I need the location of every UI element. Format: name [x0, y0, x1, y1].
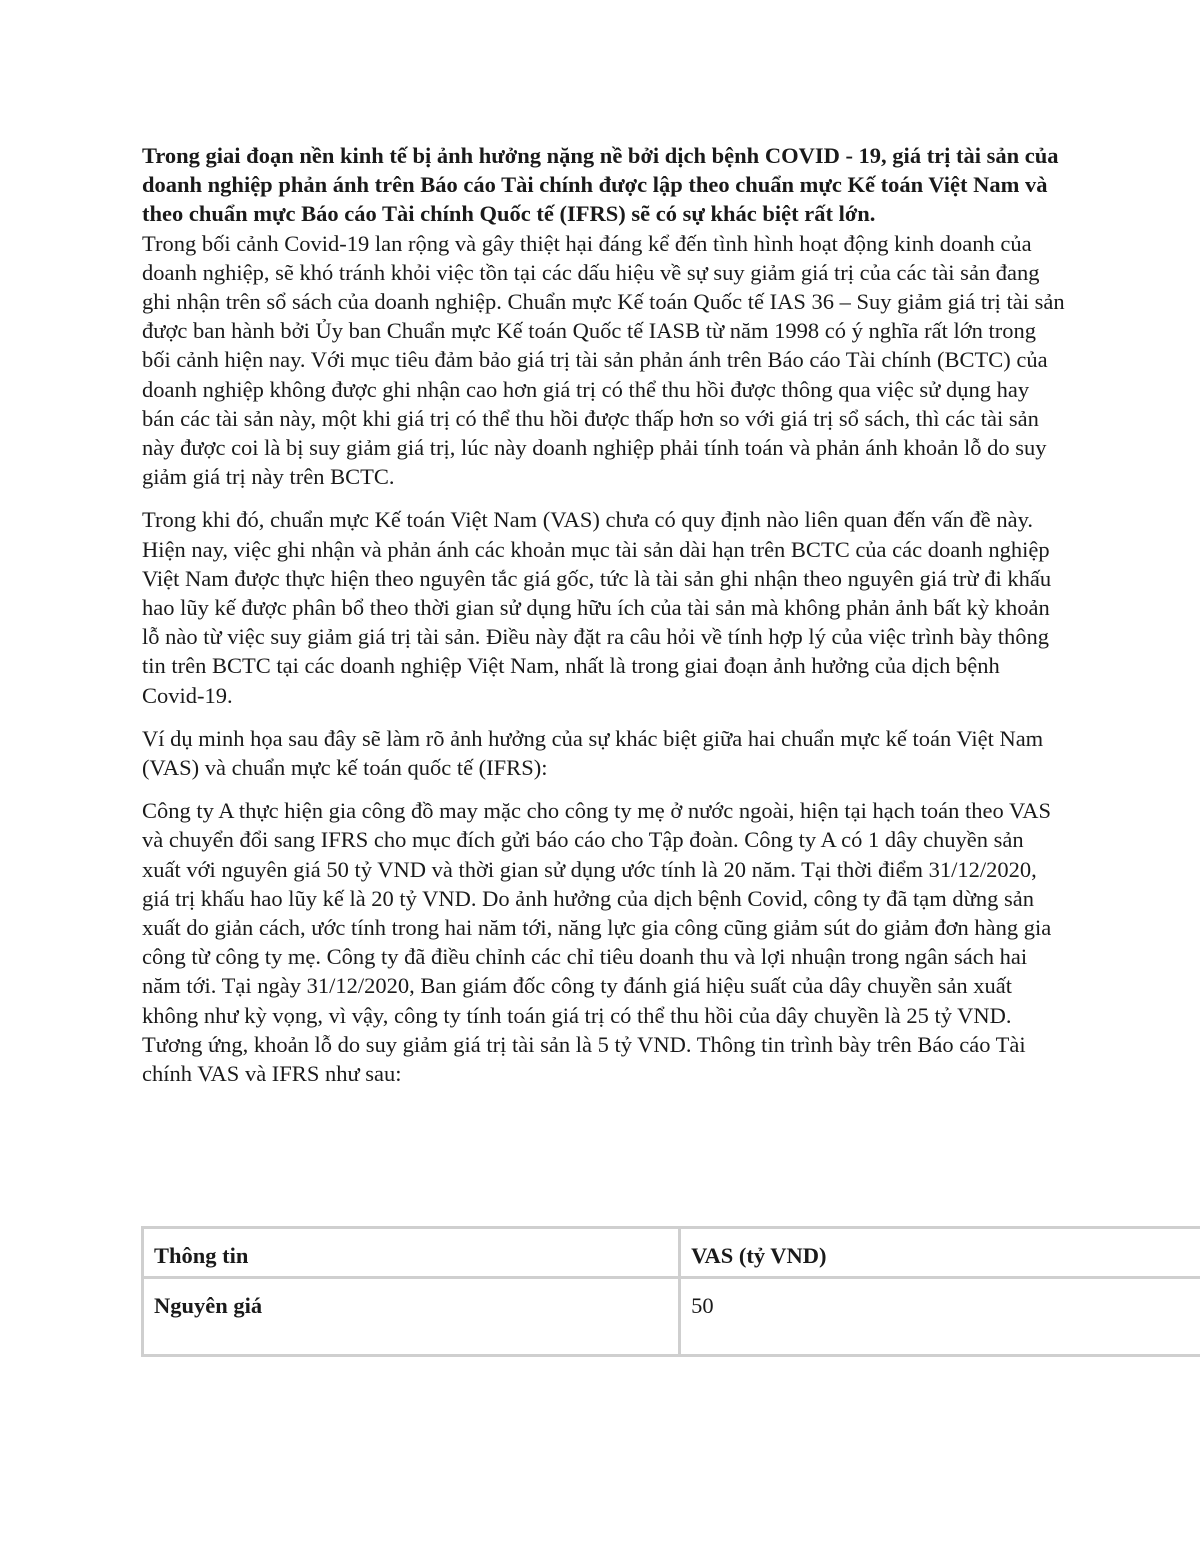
paragraph-example-intro: Ví dụ minh họa sau đây sẽ làm rõ ảnh hưởng của sự khác biệt giữa hai chuẩn mực kế toán Việt Nam (VAS) và chuẩn mực kế toán quốc tế (IFRS):: [142, 725, 1044, 781]
lead-heading: Trong giai đoạn nền kinh tế bị ảnh hưởng nặng nề bởi dịch bệnh COVID - 19, giá trị tài sản của doanh nghiệp phản ánh trên Báo cáo Tài chính được lập theo chuẩn mực Kế toán Việt Nam và theo chuẩn mực Báo cáo Tài chính Quốc tế (IFRS) sẽ có sự khác biệt rất lớn.: [142, 143, 1059, 227]
paragraph-vas: Trong khi đó, chuẩn mực Kế toán Việt Nam (VAS) chưa có quy định nào liên quan đến vấn đề này. Hiện nay, việc ghi nhận và phản ánh các khoản mục tài sản dài hạn trên BCTC của các doanh nghiệp Việt Nam được thực hiện theo nguyên tắc giá gốc, tức là tài sản ghi nhận theo nguyên giá trừ đi khấu hao lũy kế được phân bổ theo thời gian sử dụng hữu ích của tài sản mà không phản ảnh bất kỳ khoản lỗ nào từ việc suy giảm giá trị tài sản. Điều này đặt ra câu hỏi về tính hợp lý của việc trình bày thông tin trên BCTC tại các doanh nghiệp Việt Nam, nhất là trong giai đoạn ảnh hưởng của dịch bệnh Covid-19.: [142, 507, 1052, 708]
paragraph-company-a: Công ty A thực hiện gia công đồ may mặc cho công ty mẹ ở nước ngoài, hiện tại hạch toán theo VAS và chuyển đổi sang IFRS cho mục đích gửi báo cáo cho Tập đoàn. Công ty A có 1 dây chuyền sản xuất với nguyên giá 50 tỷ VND và thời gian sử dụng ước tính là 20 năm. Tại thời điểm 31/12/2020, giá trị khấu hao lũy kế là 20 tỷ VND. Do ảnh hưởng của dịch bệnh Covid, công ty đã tạm dừng sản xuất do giản cách, ước tính trong hai năm tới, năng lực gia công cũng giảm sút do giảm đơn hàng gia công từ công ty mẹ. Công ty đã điều chỉnh các chỉ tiêu doanh thu và lợi nhuận trong ngân sách hai năm tới. Tại ngày 31/12/2020, Ban giám đốc công ty đánh giá hiệu suất của dây chuyền sản xuất không như kỳ vọng, vì vậy, công ty tính toán giá trị có thể thu hồi của dây chuyền là 25 tỷ VND. Tương ứng, khoản lỗ do suy giảm giá trị tài sản là 5 tỷ VND. Thông tin trình bày trên Báo cáo Tài chính VAS và IFRS như sau:: [142, 798, 1052, 1087]
comparison-table: [141, 1226, 1200, 1357]
table-header-cell: VAS (tỷ VND): [680, 1228, 1200, 1278]
table-header-cell: Thông tin: [143, 1228, 680, 1278]
table-row: [143, 1278, 1200, 1356]
table-cell: Nguyên giá: [143, 1278, 680, 1356]
paragraph-ias36: Trong bối cảnh Covid-19 lan rộng và gây thiệt hại đáng kể đến tình hình hoạt động kinh doanh của doanh nghiệp, sẽ khó tránh khỏi việc tồn tại các dấu hiệu về sự suy giảm giá trị của các tài sản đang ghi nhận trên sổ sách của doanh nghiệp. Chuẩn mực Kế toán Quốc tế IAS 36 – Suy giảm giá trị tài sản được ban hành bởi Ủy ban Chuẩn mực Kế toán Quốc tế IASB từ năm 1998 có ý nghĩa rất lớn trong bối cảnh hiện nay. Với mục tiêu đảm bảo giá trị tài sản phản ánh trên Báo cáo Tài chính (BCTC) của doanh nghiệp không được ghi nhận cao hơn giá trị có thể thu hồi được thông qua việc sử dụng hay bán các tài sản này, một khi giá trị có thể thu hồi được thấp hơn so với giá trị sổ sách, thì các tài sản này được coi là bị suy giảm giá trị, lúc này doanh nghiệp phải tính toán và phản ánh khoản lỗ do suy giảm giá trị này trên BCTC.: [142, 230, 1065, 490]
table-cell: 50: [680, 1278, 1200, 1356]
comparison-table-wrapper: [141, 1226, 1200, 1360]
document-body: [142, 141, 1067, 1088]
table-header-row: [143, 1228, 1200, 1278]
